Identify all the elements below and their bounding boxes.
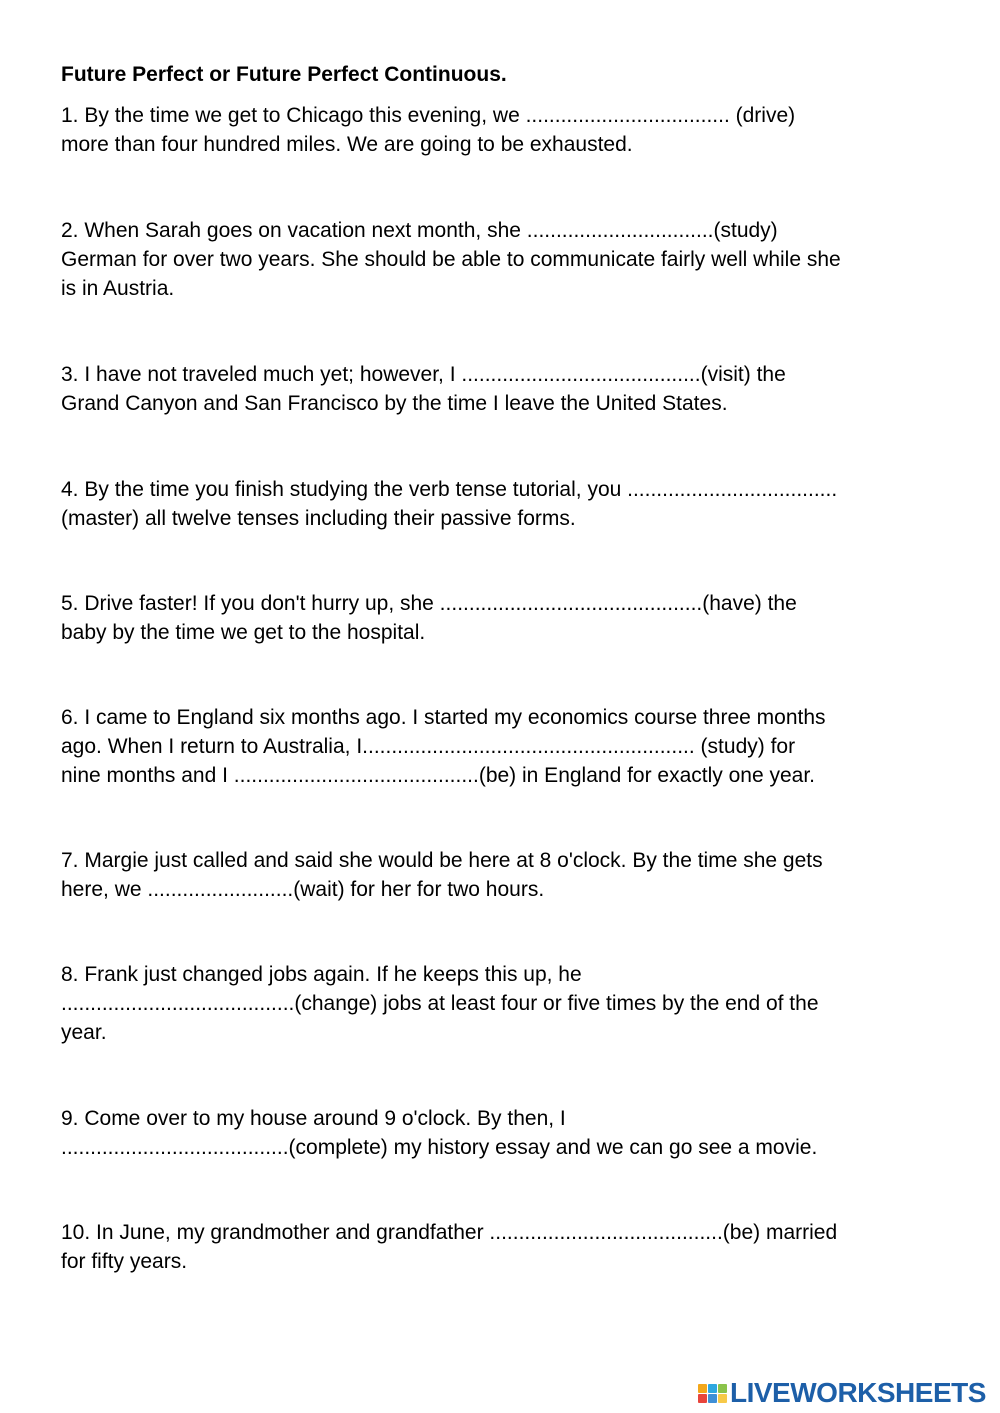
question-line: 1. By the time we get to Chicago this evening, we ................................... (drive) bbox=[61, 104, 796, 127]
question-line: ago. When I return to Australia, I......................................................... (study) for bbox=[61, 735, 796, 758]
question-line: baby by the time we get to the hospital. bbox=[61, 621, 426, 644]
logo-block bbox=[718, 1384, 727, 1393]
logo-block bbox=[698, 1394, 707, 1403]
question-line: is in Austria. bbox=[61, 277, 175, 300]
question-line: ........................................(change) jobs at least four or five times by the end of the bbox=[61, 992, 819, 1015]
question-line: year. bbox=[61, 1021, 107, 1044]
question-line: nine months and I ..........................................(be) in England for exactly one year. bbox=[61, 764, 816, 787]
logo-block bbox=[698, 1384, 707, 1393]
question-3 bbox=[61, 360, 951, 418]
question-line: 8. Frank just changed jobs again. If he keeps this up, he bbox=[61, 963, 582, 986]
question-6 bbox=[61, 703, 951, 790]
question-5 bbox=[61, 589, 951, 647]
logo-text: LIVEWORKSHEETS bbox=[730, 1377, 986, 1408]
question-10 bbox=[61, 1218, 951, 1276]
question-4 bbox=[61, 475, 951, 533]
question-line: for fifty years. bbox=[61, 1250, 188, 1273]
question-9 bbox=[61, 1104, 951, 1162]
question-line: 6. I came to England six months ago. I started my economics course three months bbox=[61, 706, 826, 729]
question-line: 7. Margie just called and said she would be here at 8 o'clock. By the time she gets bbox=[61, 849, 823, 872]
question-line: 9. Come over to my house around 9 o'clock. By then, I bbox=[61, 1107, 566, 1130]
question-line: 10. In June, my grandmother and grandfather ........................................(be) married bbox=[61, 1221, 838, 1244]
logo-blocks-icon bbox=[698, 1384, 727, 1403]
question-line: here, we .........................(wait) for her for two hours. bbox=[61, 878, 545, 901]
question-line: 3. I have not traveled much yet; however, I .........................................(visit) the bbox=[61, 363, 786, 386]
question-7 bbox=[61, 846, 951, 904]
question-line: 5. Drive faster! If you don't hurry up, she .............................................(have) the bbox=[61, 592, 797, 615]
logo-block bbox=[718, 1394, 727, 1403]
worksheet-title: Future Perfect or Future Perfect Continuous. bbox=[61, 63, 507, 86]
logo-block bbox=[708, 1384, 717, 1393]
question-line: German for over two years. She should be able to communicate fairly well while she bbox=[61, 248, 841, 271]
logo-block bbox=[708, 1394, 717, 1403]
question-line: 2. When Sarah goes on vacation next month, she ................................(study) bbox=[61, 219, 778, 242]
question-line: Grand Canyon and San Francisco by the time I leave the United States. bbox=[61, 392, 728, 415]
question-8 bbox=[61, 960, 951, 1047]
question-line: 4. By the time you finish studying the verb tense tutorial, you .................................... bbox=[61, 478, 838, 501]
question-line: (master) all twelve tenses including their passive forms. bbox=[61, 507, 576, 530]
question-line: .......................................(complete) my history essay and we can go see a movie. bbox=[61, 1136, 818, 1159]
question-1 bbox=[61, 101, 951, 159]
liveworksheets-logo bbox=[698, 1378, 986, 1408]
question-line: more than four hundred miles. We are going to be exhausted. bbox=[61, 133, 633, 156]
question-2 bbox=[61, 216, 951, 303]
